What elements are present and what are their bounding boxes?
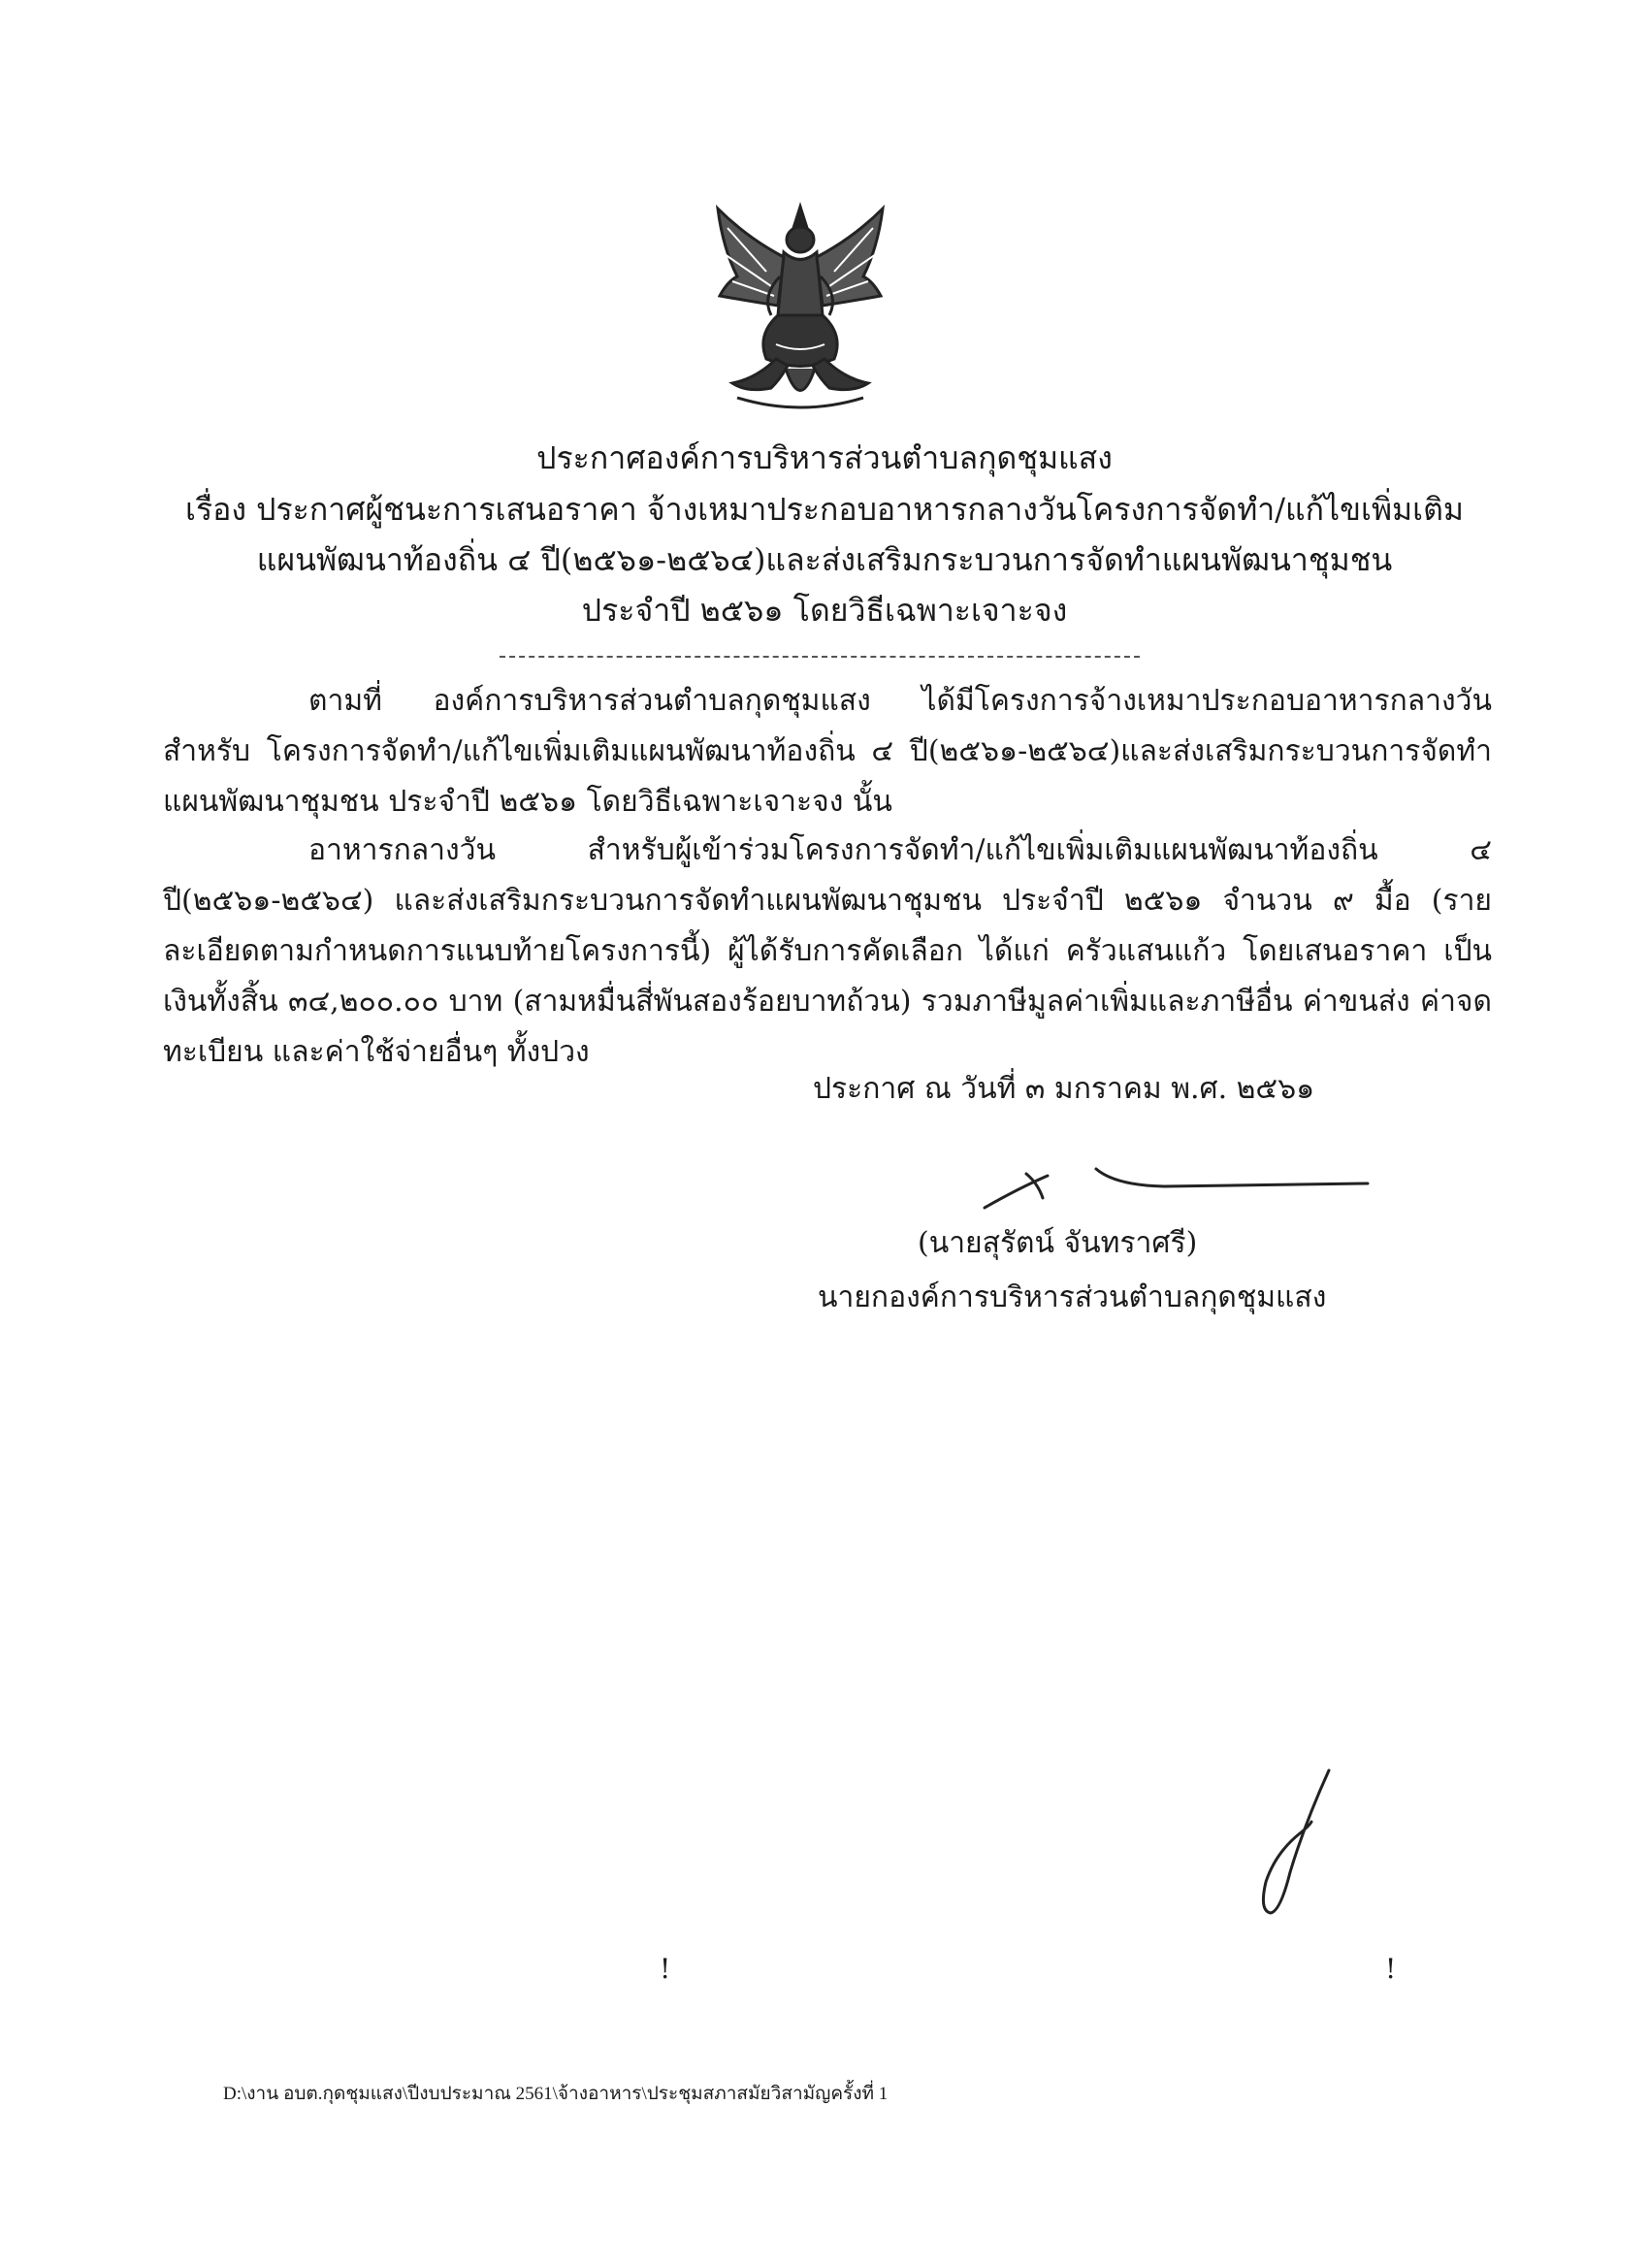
heading-subject-cont: แผนพัฒนาท้องถิ่น ๔ ปี(๒๕๖๑-๒๕๖๔)และส่งเสริมกระบวนการจัดทำแผนพัฒนาชุมชน xyxy=(256,541,1393,578)
dashed-divider xyxy=(500,656,1140,658)
heading-subject: เรื่อง ประกาศผู้ชนะการเสนอราคา จ้างเหมาประกอบอาหารกลางวันโครงการจัดทำ/แก้ไขเพิ่มเติม xyxy=(185,491,1464,528)
signatory-name: (นายสุรัตน์ จันทราศรี) xyxy=(918,1226,1198,1260)
signatory-position: นายกองค์การบริหารส่วนตำบลกุดชุมแสง xyxy=(818,1280,1327,1314)
body-paragraph-2: อาหารกลางวัน สำหรับผู้เข้าร่วมโครงการจัดทำ/แก้ไขเพิ่มเติมแผนพัฒนาท้องถิ่น ๔ ปี(๒๕๖๑-๒๕๖๔) และส่งเสริมกระบวนการจัดทำแผนพัฒนาชุมชน ประจำปี ๒๕๖๑ จำนวน ๙ มื้อ (รายละเอียดตามกำหนดการแนบท้ายโครงการนี้) ผู้ได้รับการคัดเลือก ได้แก่ ครัวแสนแก้ว โดยเสนอราคา เป็นเงินทั้งสิ้น ๓๔,๒๐๐.๐๐ บาท (สามหมื่นสี่พันสองร้อยบาทถ้วน) รวมภาษีมูลค่าเพิ่มและภาษีอื่น ค่าขนส่ง ค่าจดทะเบียน และค่าใช้จ่ายอื่นๆ ทั้งปวง xyxy=(163,833,1492,1069)
handwritten-initial-icon xyxy=(1251,1766,1339,1921)
garuda-emblem-icon xyxy=(698,199,902,417)
body-paragraph-1: ตามที่ องค์การบริหารส่วนตำบลกุดชุมแสง ได้มีโครงการจ้างเหมาประกอบอาหารกลางวันสำหรับ โครงการจัดทำ/แก้ไขเพิ่มเติมแผนพัฒนาท้องถิ่น ๔ ปี(๒๕๖๑-๒๕๖๔)และส่งเสริมกระบวนการจัดทำแผนพัฒนาชุมชน ประจำปี ๒๕๖๑ โดยวิธีเฉพาะเจาะจง นั้น xyxy=(163,684,1492,819)
footer-file-path: D:\งาน อบต.กุดชุมแสง\ปีงบประมาณ 2561\จ้างอาหาร\ประชุมสภาสมัยวิสามัญครั้งที่ 1 xyxy=(223,2084,889,2104)
margin-mark-left: ! xyxy=(660,1953,671,1985)
heading-issuer: ประกาศองค์การบริหารส่วนตำบลกุดชุมแสง xyxy=(536,439,1113,476)
announcement-date: ประกาศ ณ วันที่ ๓ มกราคม พ.ศ. ๒๕๖๑ xyxy=(813,1072,1315,1106)
margin-mark-right: ! xyxy=(1385,1953,1397,1985)
signature-icon xyxy=(980,1154,1387,1232)
heading-subject-year: ประจำปี ๒๕๖๑ โดยวิธีเฉพาะเจาะจง xyxy=(581,592,1068,629)
